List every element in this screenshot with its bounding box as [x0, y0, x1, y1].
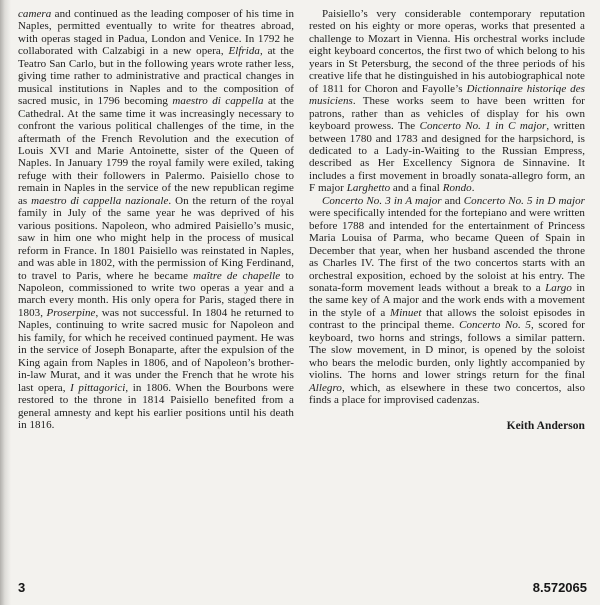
right-column-paragraph-1: Paisiello’s very considerable contemporary reputation rested on his eighty or more operas, works that presented a challenge to Mozart in Vienna. His orchestral works include eight keyboard concertos, the first two of which belong to his years in St Petersburg, the second of the three periods of his creative life that he distinguished in his autobiographical note of 1811 for Choron and Fayolle’s Dictionnaire historiqe des musiciens. These works seem to have been written for patrons, rather than as vehicles of display for his own keyboard prowess. The Concerto No. 1 in C major, written between 1780 and 1783 and designed for the harpsichord, is dedicated to a Lady-in-Waiting to the Russian Empress, described as Her Excellency Signora de Sinnavine. It includes a first movement in broadly sonata-allegro form, an F major Larghetto and a final Rondo. [309, 8, 586, 195]
right-column-paragraph-2: Concerto No. 3 in A major and Concerto No. 5 in D major were specifically intended for the fortepiano and were written before 1788 and intended for the entertainment of Princess Maria Louisa of Parma, who became Queen of Spain in December that year, when her husband ascended the throne as Charles IV. The first of the two concertos starts with an orchestral exposition, echoed by the soloist at his entry. The sonata-form movement leads without a break to a Largo in the same key of A major and the work ends with a movement in the style of a Minuet that allows the soloist episodes in contrast to the principal theme. Concerto No. 5, scored for keyboard, two horns and strings, follows a similar pattern. The slow movement, in D minor, is opened by the soloist who bears the melodic burden, only lightly accompanied by violins. The horns and lower strings return for the final Allegro, which, as elsewhere in these two concertos, also finds a place for improvised cadenzas. [309, 194, 586, 407]
right-column [309, 8, 585, 432]
catalog-number: 8.572065 [532, 580, 587, 595]
left-column-paragraph: camera and continued as the leading composer of his time in Naples, permitted eventually to write for theatres abroad, with operas staged in Padua, London and Venice. In 1792 he collaborated with Calzabigi in a new opera, Elfrida, at the Teatro San Carlo, but in the following years wrote rather less, giving time rather to administrative and practical changes in musical institutions in Naples and to the composition of sacred music, in 1796 becoming maestro di cappella at the Cathedral. At the same time it was increasingly necessary to confront the various political challenges of the time, in the aftermath of the French Revolution and the execution of Louis XVI and Marie Antoinette, sister of the Queen of Naples. In January 1799 the royal family were exiled, taking refuge with their followers in Palermo. Paisiello chose to remain in Naples in the service of the new republican regime as maestro di cappella nazionale. On the return of the royal family in July of the same year he was deprived of his various positions. Napoleon, who admired Paisiello’s music, saw in him one who might help in the process of musical reform in France. In 1801 Paisiello was reinstated in Naples, and was able in 1802, with the permission of King Ferdinand, to travel to Paris, where he became maître de chapelle to Napoleon, commissioned to write two operas a year and a march every month. His only opera for Paris, staged there in 1803, Proserpine, was not successful. In 1804 he returned to Naples, continuing to write sacred music for Napoleon and his family, for which he received continued payment. He was in the service of Joseph Bonaparte, after the expulsion of the King again from Naples in 1806, and of Napoleon’s brother-in-law Murat, and it was under the French that he wrote his last opera, I pittagorici, in 1806. When the Bourbons were restored to the throne in 1814 Paisiello benefited from a general amnesty and kept his earlier positions until his death in 1816. [18, 8, 294, 431]
page-edge-shadow [0, 0, 11, 605]
booklet-page [18, 8, 586, 432]
left-column [18, 8, 294, 432]
page-number: 3 [18, 580, 26, 595]
author-byline: Keith Anderson [506, 419, 585, 432]
